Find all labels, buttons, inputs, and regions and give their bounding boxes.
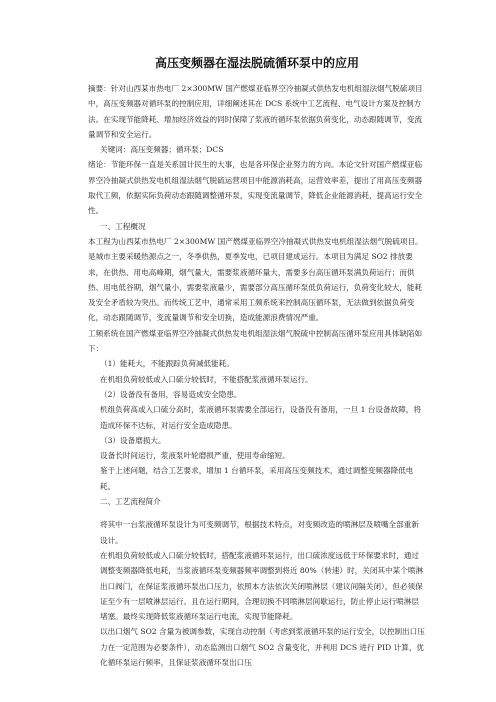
section-heading-1: 一、工程概况 [100, 221, 146, 231]
body-paragraph: 将其中一台浆液循环泵设计为可变频调节，根据技术特点，对变频改造的喷淋层及喷嘴全部重新设计。 [100, 520, 419, 545]
body-paragraph: 工频系统在国产燃煤亚临界空冷抽凝式供热发电机组湿法烟气脱硫中控制高压循环泵应用具体缺陷如下： [88, 328, 423, 354]
list-item: （2）设备没有备用，容易造成安全隐患。 [100, 389, 242, 399]
list-item: （3）设备磨损大。 [100, 435, 166, 445]
body-paragraph: 以出口烟气 SO2 含量为被调参数，实现自动控制（考虑到浆液循环泵的运行安全，以控制出口压力在一定范围为必要条件），动态监测出口烟气 SO2 含量变化，并利用 DCS 进行 PID 计算，优化循环泵运行频率，且保证浆液循环泵出口压 [100, 627, 425, 667]
keywords-line: 关键词：高压变频器；循环泵；DCS [100, 145, 224, 155]
body-paragraph: 机组负荷高或入口硫分高时，浆液循环泵需要全部运行，设备没有备用，一旦 1 台设备故障，将造成环保不达标，对运行安全造成隐患。 [100, 405, 421, 430]
body-paragraph: 在机组负荷较低或入口硫分较低时，不能搭配浆液循环泵运行。 [100, 374, 313, 384]
blank-line [88, 509, 426, 517]
list-item: （1）能耗大，不能跟踪负荷减低能耗。 [100, 359, 234, 369]
introduction-paragraph: 绪论：节能环保一直是关系国计民生的大事，也是各环保企业努力的方向。本论文针对国产燃煤亚临界空冷抽凝式供热发电机组湿法烟气脱硫运营项目中能源消耗高，运营效率差，提出了用高压变频器取代工频，依据实际负荷动态跟随调整循环泵，实现变流量调节，降低企业能源消耗，提高运行安全性。 [88, 160, 423, 216]
body-paragraph: 本工程为山西某市热电厂 2×300MW 国产燃煤亚临界空冷抽凝式供热发电机组湿法烟气脱硫项目。是城市主要采暖热源点之一，冬季供热，夏季发电，已项目建成运行。本项目为满足 SO2 排放要求，在供热、用电高峰期，烟气量大，需要浆液循环量大，需要多台高压循环泵满负荷运行；而供热、用电低谷期，烟气量小，需要浆液量少，需要部分高压循环泵低负荷运行，负荷变化较大，能耗及安全矛盾较为突出。而传统工艺中，通常采用工频系统来控制高压循环泵，无法做到依据负荷变化，动态跟随调节，变流量调节和安全切换，造成能源浪费情况严重。 [88, 236, 423, 323]
body-paragraph: 设备长时间运行，浆液泵叶轮磨损严重，使用寿命缩短。 [100, 451, 290, 461]
section-heading-2: 二、工艺流程简介 [100, 497, 161, 507]
body-paragraph: 在机组负荷较低或入口硫分较低时，搭配浆液循环泵运行，出口硫浓度远低于环保要求时，通过调整变频器降低电耗，当浆液循环泵变频器频率调整到将近 80%（转速）时，关闭其中某个喷淋出口阀门，在保证浆液循环泵出口压力，依照本方法依次关闭喷淋层（建议间隔关闭），但必须保证至少有一层喷淋层运行。且在运行期间，合理切换不同喷淋层间歇运行，防止停止运行喷淋层堵塞。最终实现降低浆液循环泵运行电流，实现节能降耗。 [100, 550, 424, 622]
abstract-paragraph: 摘要：针对山西某市热电厂 2×300MW 国产燃煤亚临界空冷抽凝式供热发电机组湿法烟气脱硫项目中，高压变频器对循环泵的控制应用，详细阐述其在 DCS 系统中工艺流程、电气设计方案及控制方法。在实现节能降耗、增加经济效益的同时保障了浆液的循环泵依据负荷变化，动态跟随调节，变流量调节和安全运行。 [88, 84, 423, 139]
body-paragraph: 鉴于上述问题，结合工艺要求，增加 1 台循环泵，采用高压变频技术，通过调整变频器降低电耗。 [100, 466, 414, 491]
document-title: 高压变频器在湿法脱硫循环泵中的应用 [154, 56, 359, 70]
document-body [88, 81, 426, 670]
